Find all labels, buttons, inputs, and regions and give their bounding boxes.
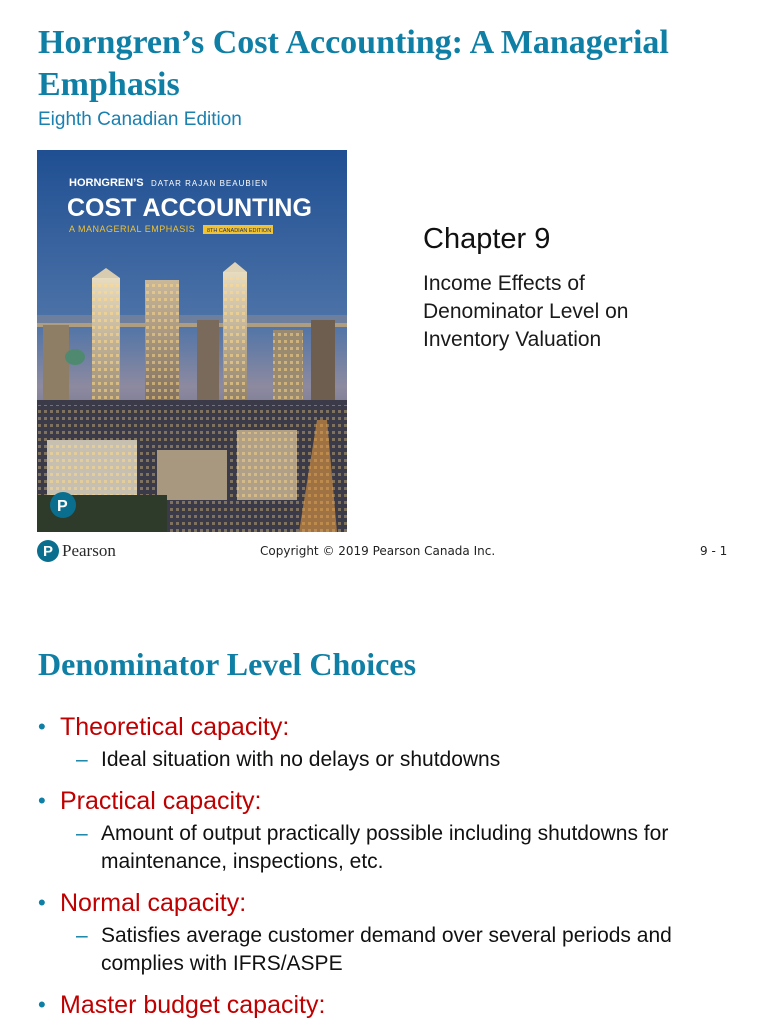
pearson-logo-icon: P: [37, 540, 59, 562]
bullet-list: [38, 710, 738, 1032]
pearson-logo: [37, 540, 116, 562]
bullet-dot-icon: •: [38, 788, 46, 813]
list-item: [38, 988, 738, 1022]
slide-heading: Denominator Level Choices: [38, 646, 417, 682]
book-cover-image: [37, 150, 347, 532]
cover-authors: DATAR RAJAN BEAUBIEN: [151, 179, 269, 188]
list-item: [38, 784, 738, 876]
page-number: 9 - 1: [700, 544, 728, 558]
content-slide: [0, 580, 768, 1024]
bullet-dot-icon: •: [38, 890, 46, 915]
dash-icon: –: [76, 924, 88, 947]
bullet-label: Master budget capacity:: [60, 991, 326, 1019]
dash-icon: –: [76, 822, 88, 845]
chapter-title: Income Effects of Denominator Level on Inventory Valuation: [423, 272, 629, 351]
bullet-label: Practical capacity:: [60, 787, 262, 815]
pearson-logo-text: Pearson: [62, 541, 116, 560]
chapter-heading: [423, 220, 723, 354]
cover-pearson-letter: P: [57, 498, 68, 515]
slide-title: Horngren’s Cost Accounting: A Managerial Emphasis: [38, 24, 669, 103]
bullet-detail: Amount of output practically possible including shutdowns for maintenance, inspections, etc.: [101, 822, 669, 873]
bullet-detail: Satisfies average customer demand over several periods and complies with IFRS/ASPE: [101, 924, 672, 975]
cover-edition-badge: 8TH CANADIAN EDITION: [207, 228, 272, 234]
copyright-text: Copyright © 2019 Pearson Canada Inc.: [260, 544, 496, 558]
slide-subtitle: Eighth Canadian Edition: [38, 109, 242, 130]
bullet-dot-icon: •: [38, 992, 46, 1017]
cover-title: COST ACCOUNTING: [67, 194, 312, 222]
cover-brand: HORNGREN’S: [69, 177, 144, 189]
list-item: [38, 710, 738, 774]
bullet-label: Normal capacity:: [60, 889, 247, 917]
chapter-number: Chapter 9: [423, 223, 551, 255]
cover-subtitle: A MANAGERIAL EMPHASIS: [69, 224, 196, 234]
dash-icon: –: [76, 748, 88, 771]
bullet-dot-icon: •: [38, 714, 46, 739]
list-item: [38, 886, 738, 978]
bullet-detail: Ideal situation with no delays or shutdowns: [101, 748, 501, 771]
bullet-label: Theoretical capacity:: [60, 713, 290, 741]
slide-footer: [0, 536, 768, 568]
